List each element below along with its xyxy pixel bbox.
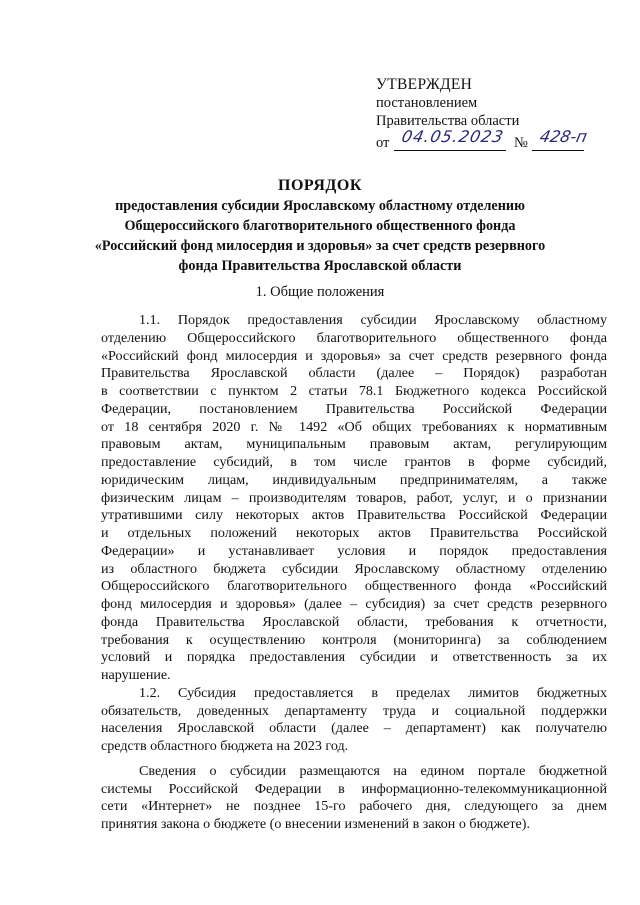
paragraph-line: нарушение.: [101, 667, 171, 683]
paragraph-line: правовым актам, муниципальным правовым актам, регулирующим: [101, 436, 607, 453]
paragraph-line: предоставление субсидий, в том числе грантов в форме субсидий,: [101, 454, 607, 470]
paragraph-line: утратившими силу некоторых актов Правительства Российской Федерации: [101, 507, 607, 524]
paragraph-line: обязательств, доведенных департаменту труда и социальной поддержки: [101, 702, 607, 719]
date-field: [394, 127, 506, 151]
approved-label: УТВЕРЖДЕН: [376, 76, 473, 93]
document-body: [101, 312, 607, 834]
paragraph-line: 1.2. Субсидия предоставляется в пределах лимитов бюджетных: [139, 684, 607, 701]
subtitle-line: «Российский фонд милосердия и здоровья» за счет средств резервного: [94, 238, 546, 254]
from-label: от: [376, 135, 390, 151]
document-title: ПОРЯДОК: [278, 177, 362, 194]
paragraph-line: средств областного бюджета на 2023 год.: [101, 738, 349, 754]
subtitle-line: Общероссийского благотворительного общественного фонда: [124, 218, 516, 234]
paragraph-line: принятия закона о бюджете (о внесении изменений в закон о бюджете).: [101, 816, 530, 832]
approved-by-label: постановлением: [376, 95, 478, 111]
paragraph-line: и отдельных положений некоторых актов Правительства Российской: [101, 525, 607, 541]
paragraph-line: условий и порядка предоставления субсидии и ответственность за их: [101, 649, 607, 666]
subtitle-line: предоставления субсидии Ярославскому областному отделению: [115, 198, 525, 214]
paragraph-line: Сведения о субсидии размещаются на едином портале бюджетной: [139, 762, 607, 779]
paragraph-line: из областного бюджета субсидии Ярославскому областному отделению: [101, 560, 607, 577]
handwritten-date: 04.05.2023: [400, 127, 506, 146]
paragraph-line: системы Российской Федерации в информационно-телекоммуникационной: [101, 780, 607, 797]
paragraph-line: населения Ярославской области (далее – департамент) как получателю: [101, 720, 607, 737]
paragraph-line: Общероссийского благотворительного общественного фонда «Российский: [101, 578, 607, 595]
paragraph-line: фонда Правительства Ярославской области, требования к отчетности,: [101, 613, 607, 630]
document-title-block: [60, 176, 580, 276]
paragraph-line: от 18 сентября 2020 г. № 1492 «Об общих требованиях к нормативным: [101, 418, 607, 435]
paragraph-line: требования к осуществлению контроля (мониторинга) за соблюдением: [101, 631, 607, 648]
paragraph-line: отделению Общероссийского благотворительного общественного фонда: [101, 329, 607, 346]
paragraph-line: сети «Интернет» не позднее 15-го рабочего дня, следующего за днем: [101, 798, 607, 815]
paragraph-line: фонд милосердия и здоровья» (далее – субсидия) за счет средств резервного: [101, 596, 607, 612]
number-label: №: [514, 135, 528, 151]
section-heading: 1. Общие положения: [255, 284, 385, 300]
paragraph-line: Федерации» и устанавливает условия и порядок предоставления: [101, 542, 607, 559]
number-field: [532, 127, 589, 151]
paragraph-line: юридическим лицам, индивидуальным предпринимателям, а также: [101, 471, 607, 488]
paragraph-line: физическим лицам – производителям товаров, работ, услуг, и о признании: [101, 489, 607, 506]
paragraph-line: 1.1. Порядок предоставления субсидии Ярославскому областному: [139, 312, 607, 328]
handwritten-number: 428-п: [538, 127, 589, 146]
subtitle-line: фонда Правительства Ярославской области: [178, 258, 462, 274]
authority-label: Правительства области: [376, 113, 520, 129]
paragraph-line: Правительства Ярославской области (далее – Порядок) разработан: [101, 365, 607, 382]
paragraph-line: в соответствии с пунктом 2 статьи 78.1 Бюджетного кодекса Российской: [101, 383, 607, 399]
paragraph-line: Федерации, постановлением Правительства Российской Федерации: [101, 400, 607, 417]
paragraph-line: «Российский фонд милосердия и здоровья» за счет средств резервного фонда: [101, 347, 607, 364]
approval-stamp: [376, 76, 606, 152]
date-number-line: [376, 127, 606, 152]
